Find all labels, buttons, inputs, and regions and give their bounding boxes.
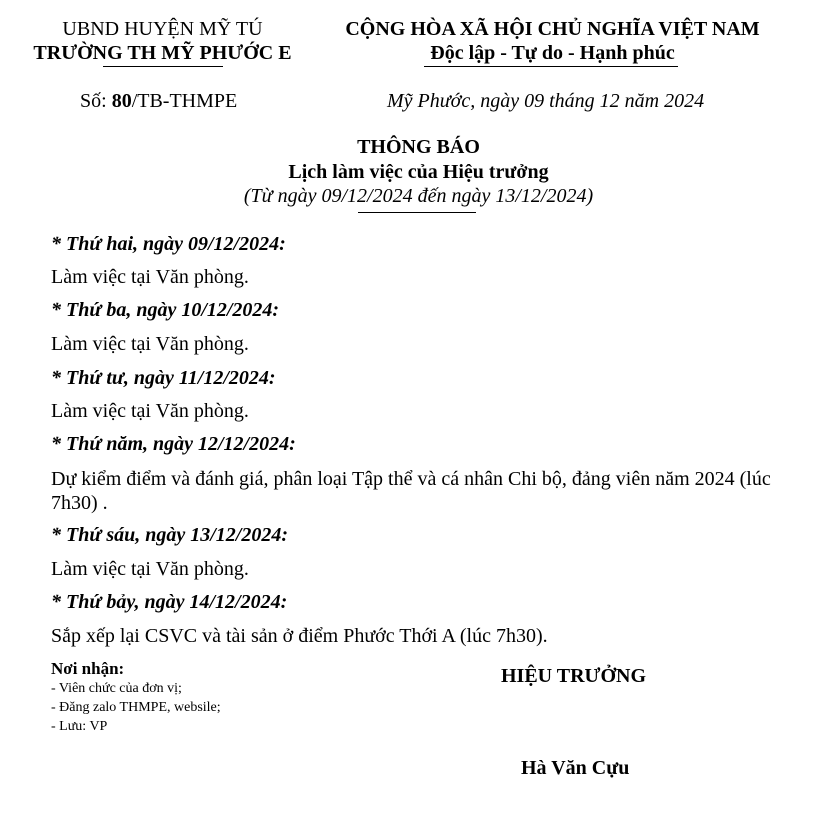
recipient-item: - Lưu: VP (51, 719, 108, 734)
signer-name: Hà Văn Cựu (521, 757, 630, 779)
day-activity-saturday: Sắp xếp lại CSVC và tài sản ở điểm Phước Thới A (lúc 7h30). (51, 625, 548, 647)
recipient-item: - Đăng zalo THMPE, websile; (51, 700, 221, 715)
schedule-period: (Từ ngày 09/12/2024 đến ngày 13/12/2024) (243, 185, 594, 207)
national-title: CỘNG HÒA XÃ HỘI CHỦ NGHĨA VIỆT NAM (345, 18, 760, 40)
day-activity-wednesday: Làm việc tại Văn phòng. (51, 400, 249, 422)
school-underline-divider (103, 66, 223, 67)
day-activity-monday: Làm việc tại Văn phòng. (51, 266, 249, 288)
document-number-prefix: Số: (80, 90, 112, 112)
page-title: THÔNG BÁO (357, 136, 480, 158)
page-subtitle: Lịch làm việc của Hiệu trưởng (288, 161, 549, 183)
national-motto: Độc lập - Tự do - Hạnh phúc (430, 42, 675, 64)
day-heading-saturday: * Thứ bảy, ngày 14/12/2024: (51, 591, 288, 613)
day-activity-friday: Làm việc tại Văn phòng. (51, 558, 249, 580)
school-name: TRƯỜNG TH MỸ PHƯỚC E (33, 42, 292, 64)
document-number (80, 90, 237, 113)
day-heading-wednesday: * Thứ tư, ngày 11/12/2024: (51, 367, 276, 389)
recipients-title: Nơi nhận: (51, 659, 125, 678)
day-heading-friday: * Thứ sáu, ngày 13/12/2024: (51, 524, 289, 546)
day-heading-monday: * Thứ hai, ngày 09/12/2024: (51, 233, 286, 255)
day-heading-tuesday: * Thứ ba, ngày 10/12/2024: (51, 299, 280, 321)
day-activity-tuesday: Làm việc tại Văn phòng. (51, 333, 249, 355)
day-heading-thursday: * Thứ năm, ngày 12/12/2024: (51, 433, 296, 455)
signer-title: HIỆU TRƯỞNG (501, 665, 647, 687)
day-activity-thursday: Dự kiểm điểm và đánh giá, phân loại Tập thể và cá nhân Chi bộ, đảng viên năm 2024 (lúc 7h30) . (51, 468, 771, 514)
org-parent-name: UBND HUYỆN MỸ TÚ (62, 18, 263, 40)
title-underline-divider (358, 212, 476, 213)
document-number-value: 80 (111, 90, 132, 112)
document-date: Mỹ Phước, ngày 09 tháng 12 năm 2024 (387, 90, 705, 112)
motto-underline-divider (424, 66, 678, 67)
document-number-suffix: /TB-THMPE (131, 90, 238, 112)
recipient-item: - Viên chức của đơn vị; (51, 681, 182, 696)
